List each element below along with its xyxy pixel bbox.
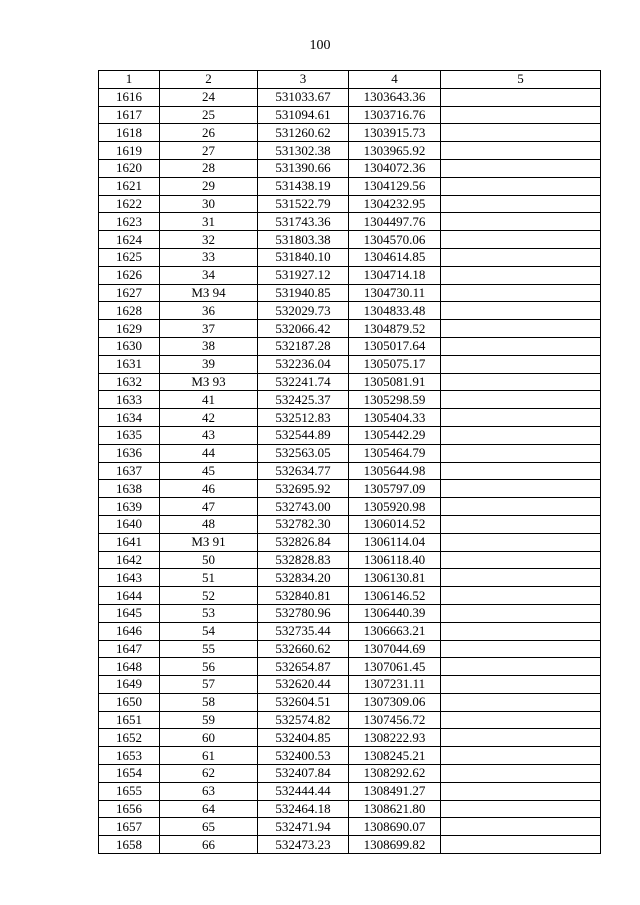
row-number-cell: 1650	[99, 693, 160, 711]
row-number-cell: 1653	[99, 747, 160, 765]
notes-cell	[441, 569, 601, 587]
y-coordinate-cell: 1304730.11	[349, 284, 441, 302]
point-cell: 31	[160, 213, 258, 231]
point-cell: 57	[160, 676, 258, 694]
row-number-cell: 1635	[99, 426, 160, 444]
row-number-cell: 1649	[99, 676, 160, 694]
y-coordinate-cell: 1308222.93	[349, 729, 441, 747]
point-cell: 37	[160, 320, 258, 338]
point-cell: 45	[160, 462, 258, 480]
row-number-cell: 1631	[99, 355, 160, 373]
row-number-cell: 1641	[99, 533, 160, 551]
row-number-cell: 1654	[99, 765, 160, 783]
y-coordinate-cell: 1308621.80	[349, 800, 441, 818]
point-cell: 29	[160, 177, 258, 195]
x-coordinate-cell: 531094.61	[258, 106, 349, 124]
y-coordinate-cell: 1305404.33	[349, 409, 441, 427]
y-coordinate-cell: 1308491.27	[349, 782, 441, 800]
point-cell: 47	[160, 498, 258, 516]
y-coordinate-cell: 1304879.52	[349, 320, 441, 338]
header-cell-4: 4	[349, 71, 441, 89]
notes-cell	[441, 302, 601, 320]
row-number-cell: 1646	[99, 622, 160, 640]
point-cell: 26	[160, 124, 258, 142]
x-coordinate-cell: 532407.84	[258, 765, 349, 783]
point-cell: 56	[160, 658, 258, 676]
row-number-cell: 1638	[99, 480, 160, 498]
table-row	[99, 444, 601, 462]
table-row	[99, 159, 601, 177]
table-row	[99, 622, 601, 640]
y-coordinate-cell: 1303716.76	[349, 106, 441, 124]
row-number-cell: 1652	[99, 729, 160, 747]
notes-cell	[441, 159, 601, 177]
y-coordinate-cell: 1305464.79	[349, 444, 441, 462]
notes-cell	[441, 373, 601, 391]
x-coordinate-cell: 532241.74	[258, 373, 349, 391]
table-row	[99, 106, 601, 124]
table-row	[99, 177, 601, 195]
y-coordinate-cell: 1308245.21	[349, 747, 441, 765]
notes-cell	[441, 640, 601, 658]
header-cell-1: 1	[99, 71, 160, 89]
notes-cell	[441, 765, 601, 783]
header-cell-2: 2	[160, 71, 258, 89]
point-cell: 28	[160, 159, 258, 177]
table-row	[99, 213, 601, 231]
table-row	[99, 142, 601, 160]
y-coordinate-cell: 1305442.29	[349, 426, 441, 444]
point-cell: 32	[160, 231, 258, 249]
x-coordinate-cell: 531260.62	[258, 124, 349, 142]
y-coordinate-cell: 1305920.98	[349, 498, 441, 516]
notes-cell	[441, 213, 601, 231]
notes-cell	[441, 124, 601, 142]
table-row	[99, 426, 601, 444]
x-coordinate-cell: 532634.77	[258, 462, 349, 480]
y-coordinate-cell: 1306663.21	[349, 622, 441, 640]
row-number-cell: 1636	[99, 444, 160, 462]
table-row	[99, 88, 601, 106]
x-coordinate-cell: 532544.89	[258, 426, 349, 444]
notes-cell	[441, 391, 601, 409]
row-number-cell: 1643	[99, 569, 160, 587]
y-coordinate-cell: 1306130.81	[349, 569, 441, 587]
point-cell: 36	[160, 302, 258, 320]
x-coordinate-cell: 532425.37	[258, 391, 349, 409]
notes-cell	[441, 818, 601, 836]
table-row	[99, 551, 601, 569]
notes-cell	[441, 320, 601, 338]
point-cell: 24	[160, 88, 258, 106]
notes-cell	[441, 142, 601, 160]
table-body	[99, 88, 601, 853]
y-coordinate-cell: 1306118.40	[349, 551, 441, 569]
table-row	[99, 711, 601, 729]
row-number-cell: 1625	[99, 248, 160, 266]
notes-cell	[441, 444, 601, 462]
y-coordinate-cell: 1305081.91	[349, 373, 441, 391]
point-cell: МЗ 93	[160, 373, 258, 391]
row-number-cell: 1618	[99, 124, 160, 142]
notes-cell	[441, 551, 601, 569]
table-row	[99, 124, 601, 142]
coordinates-table	[98, 70, 601, 854]
notes-cell	[441, 747, 601, 765]
table-row	[99, 818, 601, 836]
point-cell: 48	[160, 515, 258, 533]
table-row	[99, 409, 601, 427]
notes-cell	[441, 711, 601, 729]
table-row	[99, 747, 601, 765]
y-coordinate-cell: 1304497.76	[349, 213, 441, 231]
table-row	[99, 658, 601, 676]
point-cell: 61	[160, 747, 258, 765]
y-coordinate-cell: 1305298.59	[349, 391, 441, 409]
table-row	[99, 640, 601, 658]
x-coordinate-cell: 532473.23	[258, 836, 349, 854]
row-number-cell: 1616	[99, 88, 160, 106]
x-coordinate-cell: 531743.36	[258, 213, 349, 231]
notes-cell	[441, 248, 601, 266]
table-row	[99, 765, 601, 783]
y-coordinate-cell: 1304833.48	[349, 302, 441, 320]
y-coordinate-cell: 1307231.11	[349, 676, 441, 694]
notes-cell	[441, 195, 601, 213]
point-cell: 63	[160, 782, 258, 800]
y-coordinate-cell: 1304129.56	[349, 177, 441, 195]
x-coordinate-cell: 532444.44	[258, 782, 349, 800]
table-row	[99, 676, 601, 694]
y-coordinate-cell: 1308292.62	[349, 765, 441, 783]
x-coordinate-cell: 532654.87	[258, 658, 349, 676]
point-cell: 39	[160, 355, 258, 373]
notes-cell	[441, 836, 601, 854]
header-cell-5: 5	[441, 71, 601, 89]
table-row	[99, 604, 601, 622]
table-row	[99, 355, 601, 373]
notes-cell	[441, 480, 601, 498]
point-cell: 27	[160, 142, 258, 160]
x-coordinate-cell: 532735.44	[258, 622, 349, 640]
notes-cell	[441, 800, 601, 818]
y-coordinate-cell: 1303965.92	[349, 142, 441, 160]
x-coordinate-cell: 531302.38	[258, 142, 349, 160]
row-number-cell: 1655	[99, 782, 160, 800]
table-row	[99, 729, 601, 747]
row-number-cell: 1627	[99, 284, 160, 302]
row-number-cell: 1647	[99, 640, 160, 658]
point-cell: 55	[160, 640, 258, 658]
y-coordinate-cell: 1306146.52	[349, 587, 441, 605]
table-row	[99, 195, 601, 213]
row-number-cell: 1651	[99, 711, 160, 729]
row-number-cell: 1642	[99, 551, 160, 569]
table-header	[99, 71, 601, 89]
y-coordinate-cell: 1304570.06	[349, 231, 441, 249]
notes-cell	[441, 587, 601, 605]
point-cell: 66	[160, 836, 258, 854]
x-coordinate-cell: 531033.67	[258, 88, 349, 106]
row-number-cell: 1648	[99, 658, 160, 676]
table-row	[99, 302, 601, 320]
x-coordinate-cell: 532471.94	[258, 818, 349, 836]
notes-cell	[441, 337, 601, 355]
row-number-cell: 1658	[99, 836, 160, 854]
x-coordinate-cell: 532066.42	[258, 320, 349, 338]
row-number-cell: 1633	[99, 391, 160, 409]
x-coordinate-cell: 532743.00	[258, 498, 349, 516]
x-coordinate-cell: 532404.85	[258, 729, 349, 747]
notes-cell	[441, 604, 601, 622]
x-coordinate-cell: 532660.62	[258, 640, 349, 658]
point-cell: 50	[160, 551, 258, 569]
x-coordinate-cell: 532780.96	[258, 604, 349, 622]
point-cell: 53	[160, 604, 258, 622]
x-coordinate-cell: 531940.85	[258, 284, 349, 302]
point-cell: 65	[160, 818, 258, 836]
x-coordinate-cell: 531927.12	[258, 266, 349, 284]
point-cell: 54	[160, 622, 258, 640]
y-coordinate-cell: 1304714.18	[349, 266, 441, 284]
notes-cell	[441, 782, 601, 800]
x-coordinate-cell: 532400.53	[258, 747, 349, 765]
row-number-cell: 1637	[99, 462, 160, 480]
table-row	[99, 533, 601, 551]
notes-cell	[441, 693, 601, 711]
row-number-cell: 1657	[99, 818, 160, 836]
row-number-cell: 1621	[99, 177, 160, 195]
row-number-cell: 1628	[99, 302, 160, 320]
x-coordinate-cell: 532512.83	[258, 409, 349, 427]
x-coordinate-cell: 531803.38	[258, 231, 349, 249]
notes-cell	[441, 355, 601, 373]
x-coordinate-cell: 532604.51	[258, 693, 349, 711]
point-cell: 51	[160, 569, 258, 587]
y-coordinate-cell: 1305017.64	[349, 337, 441, 355]
table-row	[99, 284, 601, 302]
notes-cell	[441, 515, 601, 533]
table-row	[99, 782, 601, 800]
point-cell: 30	[160, 195, 258, 213]
x-coordinate-cell: 532464.18	[258, 800, 349, 818]
table-row	[99, 480, 601, 498]
point-cell: 44	[160, 444, 258, 462]
row-number-cell: 1645	[99, 604, 160, 622]
x-coordinate-cell: 532828.83	[258, 551, 349, 569]
x-coordinate-cell: 532029.73	[258, 302, 349, 320]
row-number-cell: 1629	[99, 320, 160, 338]
point-cell: 64	[160, 800, 258, 818]
table-row	[99, 266, 601, 284]
row-number-cell: 1617	[99, 106, 160, 124]
x-coordinate-cell: 531522.79	[258, 195, 349, 213]
x-coordinate-cell: 532695.92	[258, 480, 349, 498]
x-coordinate-cell: 532834.20	[258, 569, 349, 587]
row-number-cell: 1624	[99, 231, 160, 249]
table-row	[99, 248, 601, 266]
y-coordinate-cell: 1306440.39	[349, 604, 441, 622]
row-number-cell: 1656	[99, 800, 160, 818]
table-row	[99, 373, 601, 391]
header-cell-3: 3	[258, 71, 349, 89]
point-cell: 33	[160, 248, 258, 266]
table-row	[99, 515, 601, 533]
point-cell: 59	[160, 711, 258, 729]
y-coordinate-cell: 1307061.45	[349, 658, 441, 676]
notes-cell	[441, 266, 601, 284]
notes-cell	[441, 106, 601, 124]
table-row	[99, 587, 601, 605]
notes-cell	[441, 177, 601, 195]
notes-cell	[441, 284, 601, 302]
point-cell: 43	[160, 426, 258, 444]
x-coordinate-cell: 532187.28	[258, 337, 349, 355]
x-coordinate-cell: 531840.10	[258, 248, 349, 266]
point-cell: 58	[160, 693, 258, 711]
point-cell: 41	[160, 391, 258, 409]
y-coordinate-cell: 1306014.52	[349, 515, 441, 533]
notes-cell	[441, 622, 601, 640]
header-row	[99, 71, 601, 89]
notes-cell	[441, 498, 601, 516]
point-cell: 25	[160, 106, 258, 124]
row-number-cell: 1634	[99, 409, 160, 427]
table-row	[99, 462, 601, 480]
row-number-cell: 1626	[99, 266, 160, 284]
notes-cell	[441, 729, 601, 747]
y-coordinate-cell: 1305797.09	[349, 480, 441, 498]
table-row	[99, 498, 601, 516]
notes-cell	[441, 676, 601, 694]
point-cell: 38	[160, 337, 258, 355]
y-coordinate-cell: 1305644.98	[349, 462, 441, 480]
x-coordinate-cell: 532840.81	[258, 587, 349, 605]
y-coordinate-cell: 1307309.06	[349, 693, 441, 711]
x-coordinate-cell: 532826.84	[258, 533, 349, 551]
point-cell: 60	[160, 729, 258, 747]
row-number-cell: 1630	[99, 337, 160, 355]
point-cell: 52	[160, 587, 258, 605]
row-number-cell: 1632	[99, 373, 160, 391]
y-coordinate-cell: 1306114.04	[349, 533, 441, 551]
y-coordinate-cell: 1307044.69	[349, 640, 441, 658]
x-coordinate-cell: 532563.05	[258, 444, 349, 462]
table-row	[99, 320, 601, 338]
x-coordinate-cell: 531390.66	[258, 159, 349, 177]
y-coordinate-cell: 1307456.72	[349, 711, 441, 729]
y-coordinate-cell: 1308699.82	[349, 836, 441, 854]
notes-cell	[441, 426, 601, 444]
point-cell: 62	[160, 765, 258, 783]
point-cell: 34	[160, 266, 258, 284]
y-coordinate-cell: 1304614.85	[349, 248, 441, 266]
notes-cell	[441, 462, 601, 480]
table-row	[99, 693, 601, 711]
row-number-cell: 1639	[99, 498, 160, 516]
y-coordinate-cell: 1303643.36	[349, 88, 441, 106]
table-row	[99, 337, 601, 355]
table-row	[99, 391, 601, 409]
point-cell: МЗ 94	[160, 284, 258, 302]
y-coordinate-cell: 1304072.36	[349, 159, 441, 177]
notes-cell	[441, 533, 601, 551]
x-coordinate-cell: 532782.30	[258, 515, 349, 533]
point-cell: 46	[160, 480, 258, 498]
notes-cell	[441, 231, 601, 249]
x-coordinate-cell: 532236.04	[258, 355, 349, 373]
y-coordinate-cell: 1305075.17	[349, 355, 441, 373]
table-row	[99, 569, 601, 587]
notes-cell	[441, 88, 601, 106]
table-row	[99, 231, 601, 249]
notes-cell	[441, 658, 601, 676]
table-row	[99, 836, 601, 854]
page-number: 100	[309, 38, 331, 53]
row-number-cell: 1640	[99, 515, 160, 533]
point-cell: 42	[160, 409, 258, 427]
row-number-cell: 1620	[99, 159, 160, 177]
x-coordinate-cell: 531438.19	[258, 177, 349, 195]
x-coordinate-cell: 532574.82	[258, 711, 349, 729]
y-coordinate-cell: 1303915.73	[349, 124, 441, 142]
row-number-cell: 1623	[99, 213, 160, 231]
row-number-cell: 1622	[99, 195, 160, 213]
row-number-cell: 1619	[99, 142, 160, 160]
point-cell: МЗ 91	[160, 533, 258, 551]
row-number-cell: 1644	[99, 587, 160, 605]
notes-cell	[441, 409, 601, 427]
table-row	[99, 800, 601, 818]
y-coordinate-cell: 1308690.07	[349, 818, 441, 836]
y-coordinate-cell: 1304232.95	[349, 195, 441, 213]
x-coordinate-cell: 532620.44	[258, 676, 349, 694]
